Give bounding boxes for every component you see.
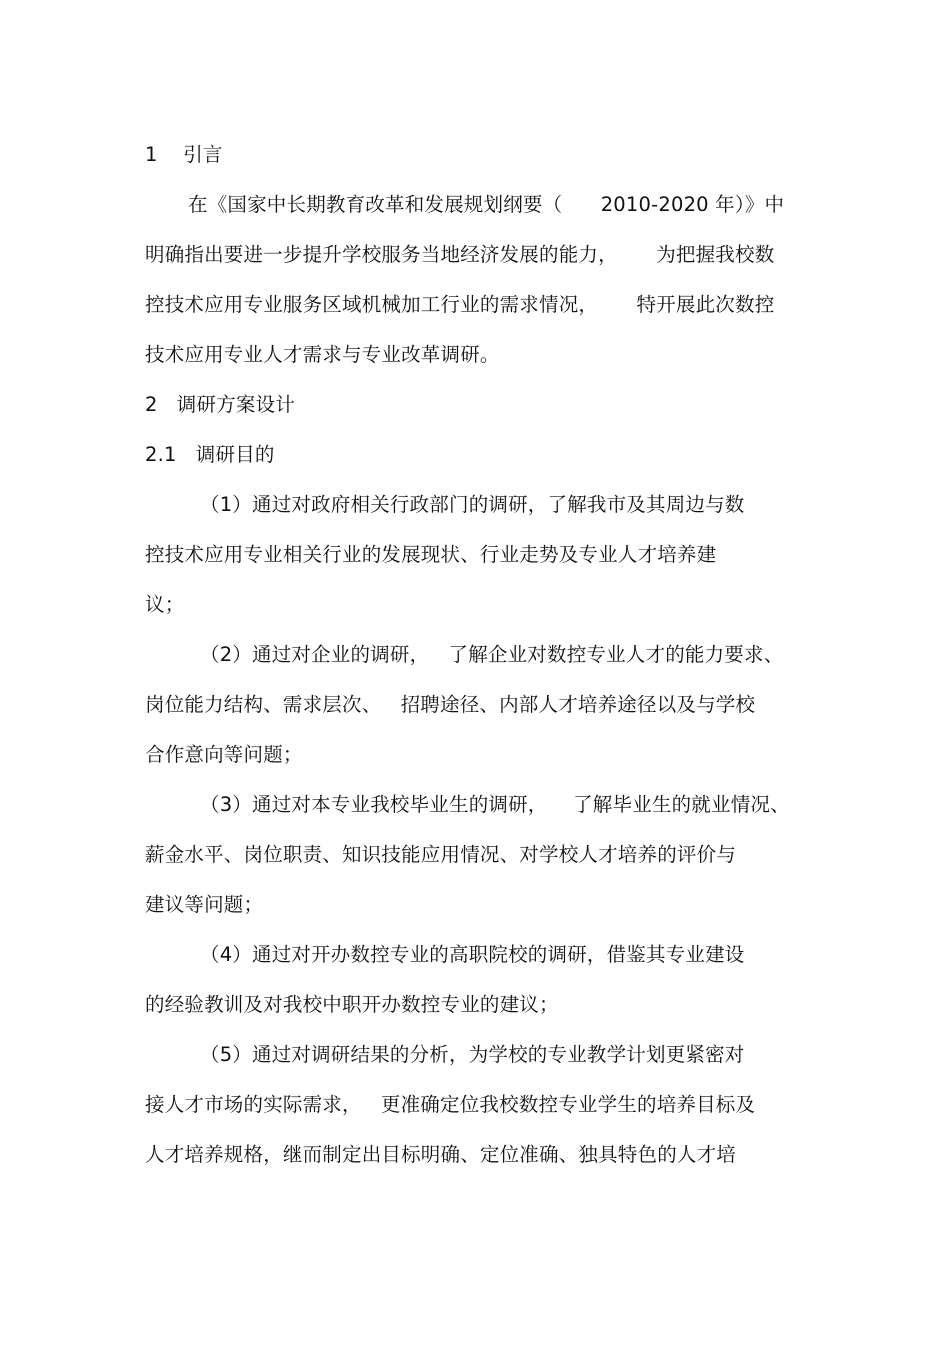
paragraph-line: 技术应用专业人才需求与专业改革调研。	[145, 343, 500, 366]
list-item-line: （3）通过对本专业我校毕业生的调研， 了解毕业生的就业情况、	[200, 793, 790, 816]
subsection-heading-2-1: 2.1 调研目的	[145, 443, 275, 466]
paragraph-line: 在《国家中长期教育改革和发展规划纲要（ 2010-2020 年）》中	[188, 193, 785, 216]
paragraph-line: 明确指出要进一步提升学校服务当地经济发展的能力， 为把握我校数	[145, 243, 775, 266]
list-item-line: 的经验教训及对我校中职开办数控专业的建议；	[145, 993, 559, 1016]
section-heading-1: 1 引言	[145, 143, 223, 166]
paragraph-line: 控技术应用专业服务区域机械加工行业的需求情况， 特开展此次数控	[145, 293, 775, 316]
list-item-line: 人才培养规格，继而制定出目标明确、定位准确、独具特色的人才培	[145, 1143, 737, 1166]
list-item-line: （4）通过对开办数控专业的高职院校的调研，借鉴其专业建设	[200, 943, 745, 966]
list-item-line: 接人才市场的实际需求， 更准确定位我校数控专业学生的培养目标及	[145, 1093, 756, 1116]
section-heading-2: 2 调研方案设计	[145, 393, 296, 416]
list-item-line: （5）通过对调研结果的分析，为学校的专业教学计划更紧密对	[200, 1043, 745, 1066]
list-item-line: 岗位能力结构、需求层次、 招聘途径、内部人才培养途径以及与学校	[145, 693, 756, 716]
list-item-line: 议；	[145, 593, 185, 616]
list-item-line: 薪金水平、岗位职责、知识技能应用情况、对学校人才培养的评价与	[145, 843, 737, 866]
list-item-line: （2）通过对企业的调研， 了解企业对数控专业人才的能力要求、	[200, 643, 784, 666]
list-item-line: 控技术应用专业相关行业的发展现状、行业走势及专业人才培养建	[145, 543, 717, 566]
list-item-line: 建议等问题；	[145, 893, 264, 916]
list-item-line: 合作意向等问题；	[145, 743, 303, 766]
list-item-line: （1）通过对政府相关行政部门的调研，了解我市及其周边与数	[200, 493, 745, 516]
